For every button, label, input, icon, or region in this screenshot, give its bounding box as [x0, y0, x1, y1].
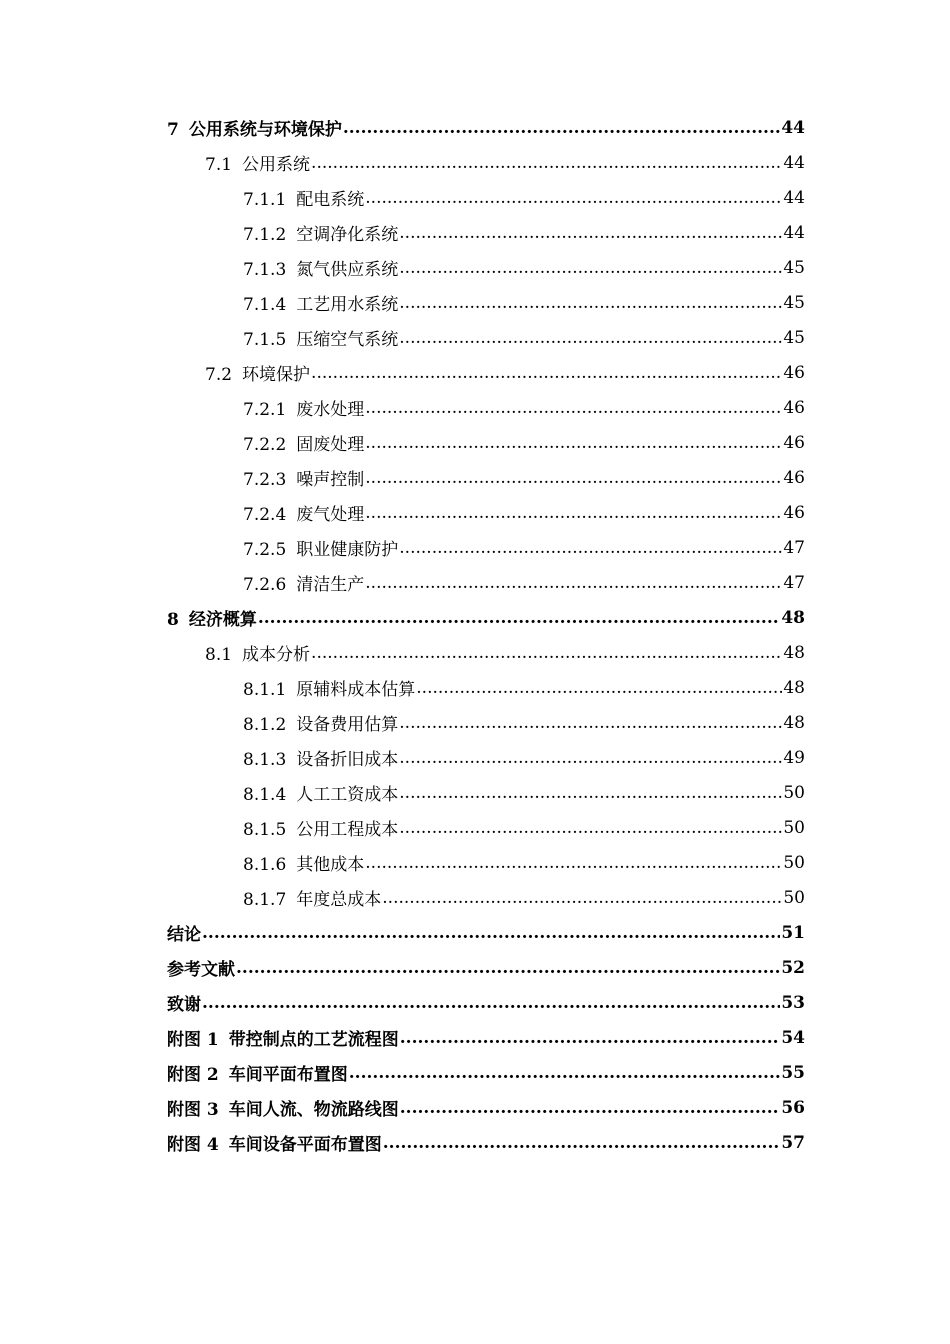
- toc-entry[interactable]: [0, 670, 805, 705]
- toc-entry-page: 44: [783, 187, 805, 208]
- toc-entry-label: 公用系统: [242, 155, 311, 175]
- toc-entry-number: 7.2.1: [243, 400, 287, 420]
- toc-entry-page: 48: [783, 677, 805, 698]
- toc-entry-label: 空调净化系统: [296, 225, 399, 245]
- toc-entry[interactable]: [0, 110, 805, 145]
- toc-entry-label: 原辅料成本估算: [296, 680, 416, 700]
- toc-entry-label: 工艺用水系统: [296, 295, 399, 315]
- toc-dot-leader: [399, 818, 782, 838]
- toc-entry-label: 其他成本: [296, 855, 365, 875]
- toc-entry-title: [243, 500, 364, 525]
- toc-entry-title: [205, 150, 310, 175]
- toc-entry-label: 成本分析: [242, 645, 311, 665]
- toc-dot-leader: [311, 153, 782, 173]
- toc-entry-page: 45: [783, 257, 805, 278]
- toc-entry-page: 55: [781, 1062, 805, 1083]
- toc-entry-label: 公用工程成本: [296, 820, 399, 840]
- toc-entry-title: [243, 185, 364, 210]
- toc-entry-number: 7.2.2: [243, 435, 287, 455]
- toc-entry[interactable]: [0, 1090, 805, 1125]
- toc-entry[interactable]: [0, 530, 805, 565]
- toc-entry-title: [243, 255, 398, 280]
- toc-entry[interactable]: [0, 460, 805, 495]
- toc-entry-number: 附图 4: [167, 1135, 219, 1155]
- toc-entry-number: 8.1.3: [243, 750, 287, 770]
- toc-dot-leader: [365, 503, 782, 523]
- toc-entry-page: 53: [781, 992, 805, 1013]
- toc-entry-page: 46: [783, 362, 805, 383]
- toc-entry[interactable]: [0, 1055, 805, 1090]
- toc-entry-number: 7.1.5: [243, 330, 287, 350]
- toc-entry-number: 7: [167, 120, 179, 140]
- toc-dot-leader: [311, 643, 782, 663]
- toc-entry-title: [167, 1095, 399, 1120]
- toc-dot-leader: [399, 748, 782, 768]
- table-of-contents: [0, 110, 950, 1160]
- toc-entry-label: 致谢: [167, 995, 201, 1015]
- toc-entry[interactable]: [0, 950, 805, 985]
- toc-entry-title: [243, 220, 398, 245]
- toc-entry-page: 51: [781, 922, 805, 943]
- toc-entry[interactable]: [0, 285, 805, 320]
- toc-entry-label: 设备折旧成本: [296, 750, 399, 770]
- toc-entry-title: [167, 1025, 399, 1050]
- toc-entry-page: 46: [783, 432, 805, 453]
- toc-entry-label: 结论: [167, 925, 201, 945]
- toc-entry[interactable]: [0, 425, 805, 460]
- toc-entry-number: 附图 3: [167, 1100, 219, 1120]
- toc-entry-number: 8.1.6: [243, 855, 287, 875]
- toc-entry-number: 7.2.4: [243, 505, 287, 525]
- toc-entry-label: 参考文献: [167, 960, 235, 980]
- toc-dot-leader: [382, 888, 782, 908]
- toc-entry-page: 52: [781, 957, 805, 978]
- toc-entry-page: 48: [781, 607, 805, 628]
- toc-entry[interactable]: [0, 215, 805, 250]
- toc-entry-title: [243, 290, 398, 315]
- toc-dot-leader: [365, 573, 782, 593]
- toc-entry-title: [243, 570, 364, 595]
- toc-dot-leader: [202, 993, 780, 1013]
- toc-entry[interactable]: [0, 565, 805, 600]
- toc-entry[interactable]: [0, 180, 805, 215]
- toc-dot-leader: [365, 853, 782, 873]
- toc-entry-label: 固废处理: [296, 435, 365, 455]
- toc-entry-page: 50: [783, 782, 805, 803]
- toc-entry[interactable]: [0, 775, 805, 810]
- toc-dot-leader: [365, 468, 782, 488]
- toc-entry-label: 压缩空气系统: [296, 330, 399, 350]
- toc-entry-number: 8.1.7: [243, 890, 287, 910]
- toc-entry[interactable]: [0, 915, 805, 950]
- toc-entry-number: 7.1.2: [243, 225, 287, 245]
- toc-entry-page: 48: [783, 712, 805, 733]
- toc-entry-title: [167, 605, 257, 630]
- toc-dot-leader: [343, 118, 780, 138]
- toc-entry-page: 46: [783, 397, 805, 418]
- toc-entry-page: 44: [783, 152, 805, 173]
- toc-entry-title: [167, 990, 201, 1015]
- toc-entry-label: 车间人流、物流路线图: [228, 1100, 399, 1120]
- toc-dot-leader: [383, 1133, 781, 1153]
- toc-dot-leader: [311, 363, 782, 383]
- toc-entry[interactable]: [0, 495, 805, 530]
- toc-entry-page: 45: [783, 292, 805, 313]
- toc-entry[interactable]: [0, 880, 805, 915]
- toc-entry-title: [243, 325, 398, 350]
- toc-entry-title: [243, 675, 415, 700]
- toc-entry-number: 7.2.6: [243, 575, 287, 595]
- toc-entry-number: 7.1: [205, 155, 233, 175]
- toc-entry-number: 附图 2: [167, 1065, 219, 1085]
- toc-dot-leader: [399, 538, 782, 558]
- toc-entry-label: 噪声控制: [296, 470, 365, 490]
- toc-dot-leader: [400, 1098, 781, 1118]
- toc-entry-title: [243, 710, 398, 735]
- toc-entry-label: 经济概算: [188, 610, 257, 630]
- toc-entry-page: 46: [783, 467, 805, 488]
- toc-entry-label: 带控制点的工艺流程图: [228, 1030, 399, 1050]
- toc-entry-number: 8.1.2: [243, 715, 287, 735]
- toc-entry[interactable]: [0, 145, 805, 180]
- toc-entry-title: [243, 465, 364, 490]
- toc-entry-number: 7.1.4: [243, 295, 287, 315]
- toc-entry-title: [243, 815, 398, 840]
- toc-entry-page: 56: [781, 1097, 805, 1118]
- toc-entry-number: 8.1: [205, 645, 233, 665]
- toc-entry-title: [243, 535, 398, 560]
- toc-entry-page: 44: [781, 117, 805, 138]
- toc-entry-title: [205, 640, 310, 665]
- toc-entry[interactable]: [0, 390, 805, 425]
- toc-entry-number: 附图 1: [167, 1030, 219, 1050]
- toc-entry-label: 氮气供应系统: [296, 260, 399, 280]
- toc-entry-label: 年度总成本: [296, 890, 382, 910]
- toc-entry-label: 设备费用估算: [296, 715, 399, 735]
- toc-dot-leader: [365, 398, 782, 418]
- toc-entry-number: 7.2: [205, 365, 233, 385]
- toc-entry-page: 46: [783, 502, 805, 523]
- toc-dot-leader: [399, 258, 782, 278]
- toc-entry-title: [167, 1130, 382, 1155]
- toc-dot-leader: [400, 1028, 781, 1048]
- toc-entry-page: 47: [783, 572, 805, 593]
- toc-entry-number: 7.2.3: [243, 470, 287, 490]
- toc-entry[interactable]: [0, 705, 805, 740]
- toc-entry[interactable]: [0, 250, 805, 285]
- toc-entry-label: 人工工资成本: [296, 785, 399, 805]
- toc-entry-title: [167, 955, 235, 980]
- toc-entry-number: 7.2.5: [243, 540, 287, 560]
- toc-entry-number: 8.1.5: [243, 820, 287, 840]
- toc-entry[interactable]: [0, 845, 805, 880]
- toc-entry-title: [243, 745, 398, 770]
- toc-dot-leader: [399, 328, 782, 348]
- toc-entry-number: 8.1.4: [243, 785, 287, 805]
- toc-entry-label: 公用系统与环境保护: [188, 120, 342, 140]
- toc-entry-title: [243, 885, 381, 910]
- toc-entry-label: 车间设备平面布置图: [228, 1135, 382, 1155]
- toc-entry[interactable]: [0, 600, 805, 635]
- toc-dot-leader: [349, 1063, 781, 1083]
- toc-dot-leader: [399, 223, 782, 243]
- toc-entry-title: [167, 1060, 348, 1085]
- toc-entry-title: [243, 395, 364, 420]
- toc-entry-label: 配电系统: [296, 190, 365, 210]
- toc-entry-label: 职业健康防护: [296, 540, 399, 560]
- toc-entry[interactable]: [0, 985, 805, 1020]
- toc-entry-label: 废水处理: [296, 400, 365, 420]
- toc-entry-page: 57: [781, 1132, 805, 1153]
- toc-dot-leader: [365, 433, 782, 453]
- toc-entry[interactable]: [0, 635, 805, 670]
- toc-entry[interactable]: [0, 355, 805, 390]
- toc-entry-label: 环境保护: [242, 365, 311, 385]
- toc-entry-title: [167, 920, 201, 945]
- toc-dot-leader: [399, 713, 782, 733]
- toc-entry-number: 7.1.3: [243, 260, 287, 280]
- toc-entry-number: 8: [167, 610, 179, 630]
- toc-entry-page: 54: [781, 1027, 805, 1048]
- toc-entry-page: 50: [783, 852, 805, 873]
- toc-entry[interactable]: [0, 320, 805, 355]
- toc-entry-page: 50: [783, 887, 805, 908]
- toc-entry-page: 50: [783, 817, 805, 838]
- toc-dot-leader: [399, 293, 782, 313]
- toc-entry-title: [205, 360, 310, 385]
- toc-entry-title: [167, 115, 342, 140]
- toc-dot-leader: [236, 958, 780, 978]
- toc-entry[interactable]: [0, 810, 805, 845]
- toc-entry-title: [243, 850, 364, 875]
- toc-entry-title: [243, 430, 364, 455]
- toc-entry-page: 45: [783, 327, 805, 348]
- toc-dot-leader: [399, 783, 782, 803]
- toc-entry-label: 废气处理: [296, 505, 365, 525]
- toc-entry[interactable]: [0, 740, 805, 775]
- toc-entry-label: 清洁生产: [296, 575, 365, 595]
- toc-dot-leader: [416, 678, 782, 698]
- toc-dot-leader: [258, 608, 780, 628]
- toc-entry-page: 48: [783, 642, 805, 663]
- toc-entry-title: [243, 780, 398, 805]
- toc-entry[interactable]: [0, 1125, 805, 1160]
- toc-entry-page: 47: [783, 537, 805, 558]
- toc-dot-leader: [365, 188, 782, 208]
- toc-entry[interactable]: [0, 1020, 805, 1055]
- toc-dot-leader: [202, 923, 780, 943]
- toc-entry-page: 49: [783, 747, 805, 768]
- toc-entry-number: 7.1.1: [243, 190, 287, 210]
- toc-entry-page: 44: [783, 222, 805, 243]
- toc-entry-number: 8.1.1: [243, 680, 287, 700]
- toc-entry-label: 车间平面布置图: [228, 1065, 348, 1085]
